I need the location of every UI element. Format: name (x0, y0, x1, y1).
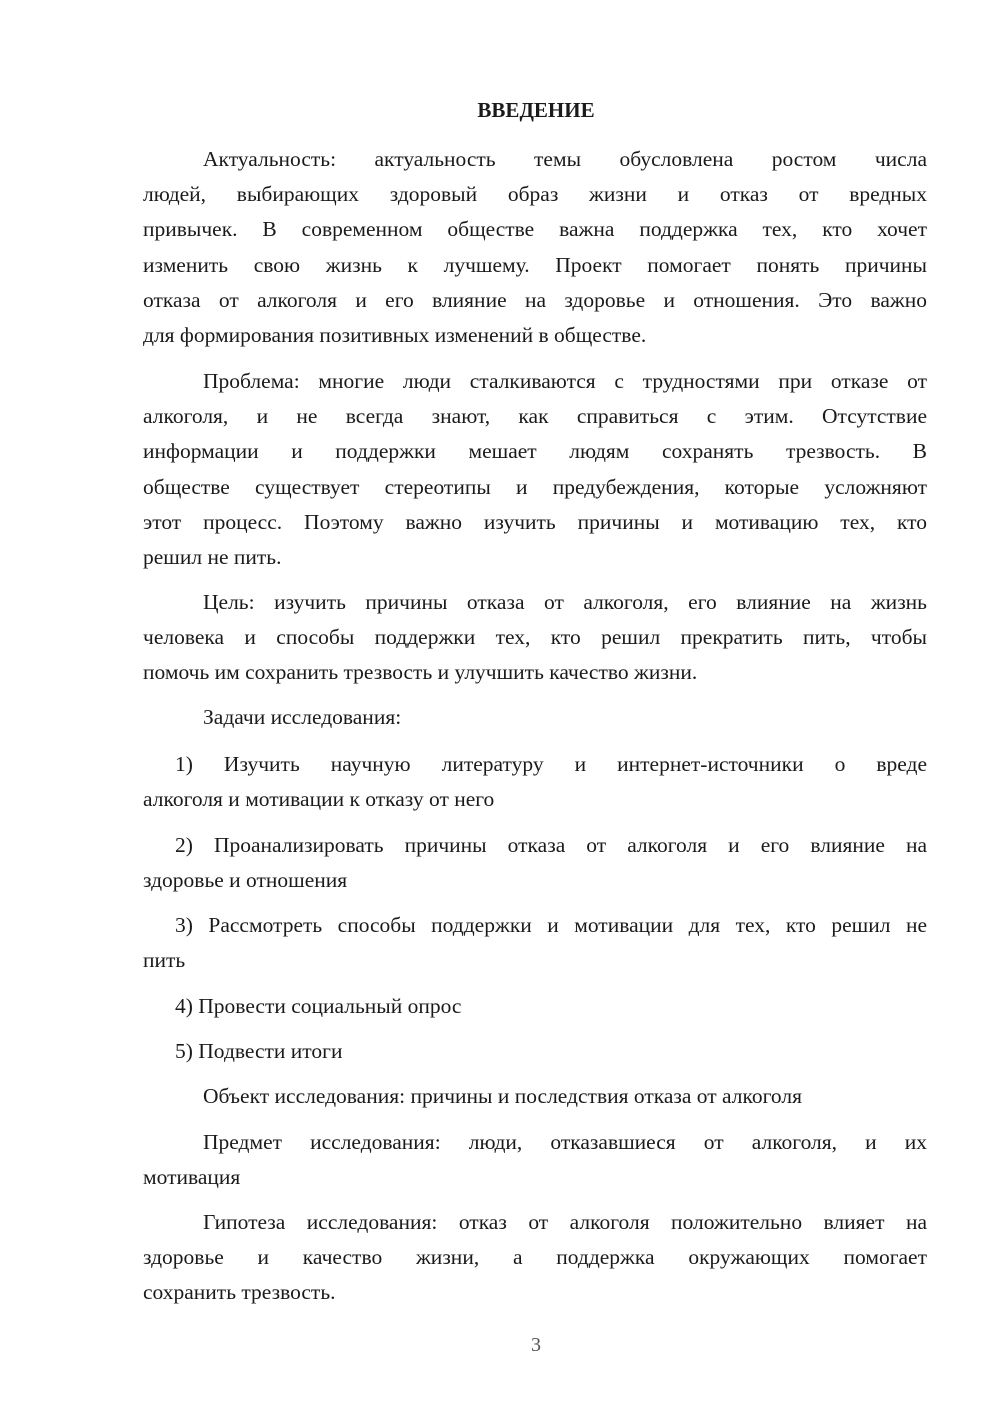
paragraph (143, 989, 927, 1024)
text-line: отказа от алкоголя и его влияние на здоровье и отношения. Это важно (143, 287, 927, 312)
paragraph (143, 1034, 927, 1069)
paragraph (143, 747, 927, 817)
text-line: алкоголя, и не всегда знают, как справиться с этим. Отсутствие (143, 404, 927, 429)
paragraph (143, 1125, 927, 1195)
text-line: человека и способы поддержки тех, кто решил прекратить пить, чтобы (143, 625, 927, 650)
text-line: здоровье и отношения (143, 868, 348, 893)
text-line: обществе существует стереотипы и предубеждения, которые усложняют (143, 474, 927, 499)
text-line: Проблема: многие люди сталкиваются с трудностями при отказе от (203, 369, 927, 393)
text-line: здоровье и качество жизни, а поддержка окружающих помогает (143, 1245, 927, 1270)
paragraph (143, 142, 927, 353)
text-line: Цель: изучить причины отказа от алкоголя, его влияние на жизнь (203, 590, 927, 614)
paragraph (143, 364, 927, 575)
text-line: сохранить трезвость. (143, 1280, 336, 1305)
text-line: 5) Подвести итоги (175, 1039, 343, 1063)
text-line: мотивация (143, 1165, 241, 1190)
text-line: алкоголя и мотивации к отказу от него (143, 787, 495, 812)
paragraph (143, 585, 927, 691)
text-line: 4) Провести социальный опрос (175, 994, 462, 1018)
paragraph (143, 828, 927, 898)
paragraph (143, 1079, 927, 1114)
text-line: людей, выбирающих здоровый образ жизни и отказ от вредных (143, 182, 927, 207)
text-line: 1) Изучить научную литературу и интернет-источники о вреде (175, 752, 927, 776)
text-line: привычек. В современном обществе важна поддержка тех, кто хочет (143, 217, 927, 242)
text-line: помочь им сохранить трезвость и улучшить качество жизни. (143, 660, 698, 685)
text-line: решил не пить. (143, 545, 282, 570)
text-line: информации и поддержки мешает людям сохранять трезвость. В (143, 439, 927, 464)
text-line: Гипотеза исследования: отказ от алкоголя положительно влияет на (203, 1210, 927, 1234)
text-line: Задачи исследования: (203, 705, 402, 729)
text-line: Актуальность: актуальность темы обусловлена ростом числа (203, 147, 927, 171)
text-line: этот процесс. Поэтому важно изучить причины и мотивацию тех, кто (143, 509, 927, 534)
text-line: для формирования позитивных изменений в обществе. (143, 323, 647, 348)
paragraph (143, 700, 927, 735)
text-line: изменить свою жизнь к лучшему. Проект помогает понять причины (143, 252, 927, 277)
page-number: 3 (531, 1334, 541, 1356)
text-line: 2) Проанализировать причины отказа от алкоголя и его влияние на (175, 833, 927, 857)
page-title: ВВЕДЕНИЕ (477, 98, 595, 122)
text-line: пить (143, 948, 186, 973)
paragraph (143, 1205, 927, 1311)
text-line: Объект исследования: причины и последствия отказа от алкоголя (203, 1084, 802, 1108)
text-line: 3) Рассмотреть способы поддержки и мотивации для тех, кто решил не (175, 913, 927, 937)
paragraph (143, 908, 927, 978)
text-line: Предмет исследования: люди, отказавшиеся от алкоголя, и их (203, 1130, 927, 1154)
